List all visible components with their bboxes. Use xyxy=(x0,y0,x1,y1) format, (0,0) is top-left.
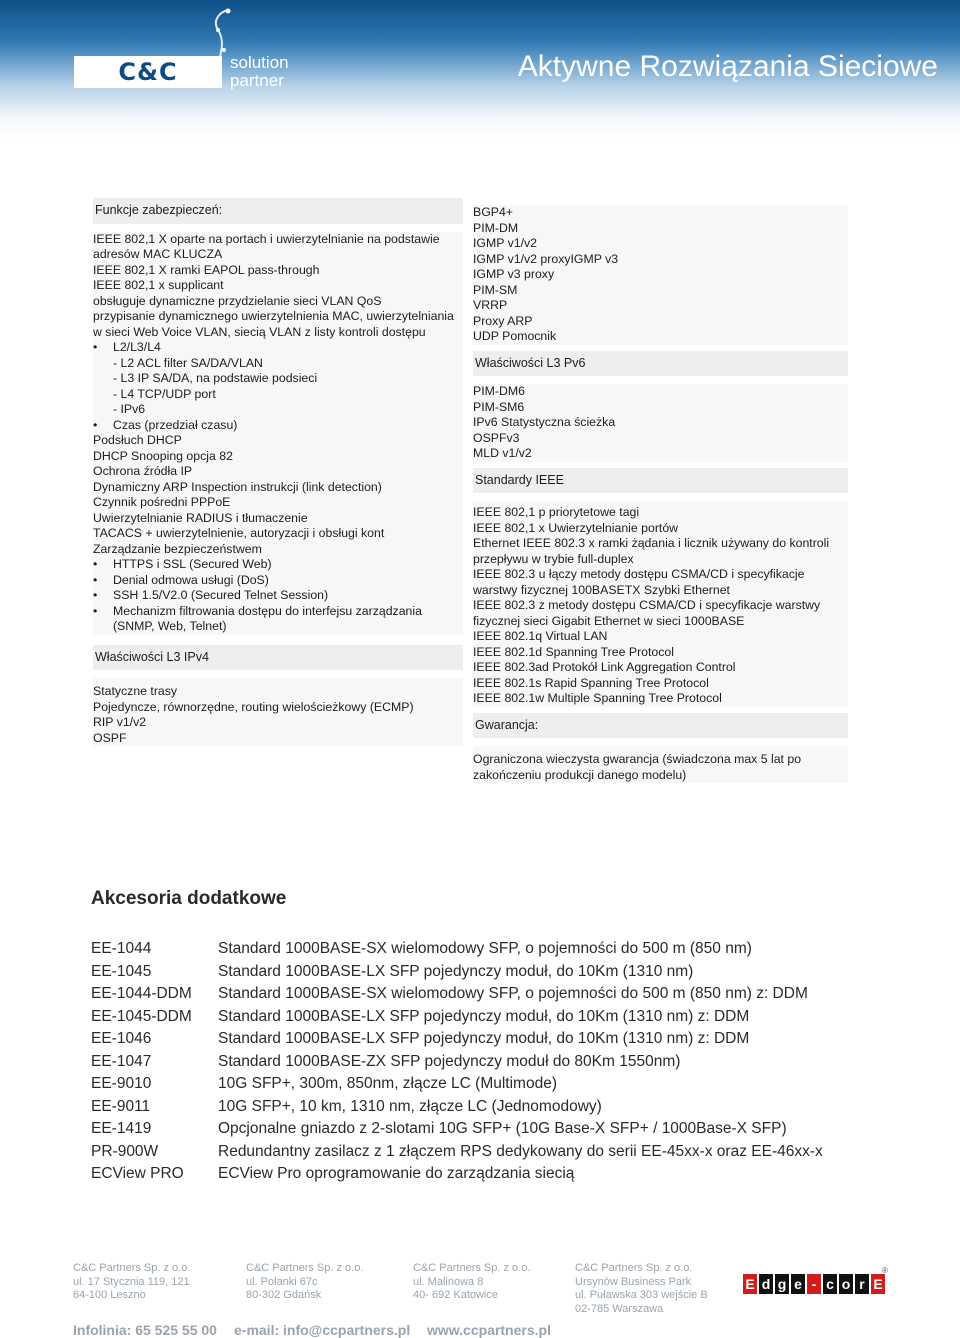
text-line: OSPF xyxy=(93,730,127,745)
logo-letter: E xyxy=(743,1274,757,1294)
office-street: ul. Polanki 67c xyxy=(246,1275,318,1288)
security-section xyxy=(93,232,463,635)
text-line: DHCP Snooping opcja 82 xyxy=(93,448,233,463)
list-item xyxy=(91,1163,891,1186)
office-name: C&C Partners Sp. z o.o. xyxy=(575,1262,693,1274)
logo-subtitle: solution partner xyxy=(230,53,289,90)
text-line: IGMP v1/v2 xyxy=(473,236,538,250)
office-street: Ursynów Business Park xyxy=(575,1275,692,1288)
office-name: C&C Partners Sp. z o.o. xyxy=(73,1262,191,1274)
l3-ipv6-section xyxy=(473,384,848,462)
list-item xyxy=(91,983,891,1006)
text-line: Statyczne trasy xyxy=(93,684,178,698)
accessory-description: 10G SFP+, 10 km, 1310 nm, złącze LC (Jednomodowy) xyxy=(218,1097,602,1115)
office-name: C&C Partners Sp. z o.o. xyxy=(413,1262,531,1274)
sub-item: - IPv6 xyxy=(113,402,146,416)
text-line: przypisanie dynamicznego uwierzytelnienia MAC, uwierzytelniania w sieci Web Voice VLAN, siecią VLAN z listy kontroli dostępu xyxy=(93,309,454,339)
logo-letter: o xyxy=(839,1274,853,1294)
text-line: IEEE 802.1w Multiple Spanning Tree Protocol xyxy=(473,691,722,705)
logo-letter: c xyxy=(823,1274,837,1294)
office-city: 40- 692 Katowice xyxy=(413,1289,498,1301)
text-line: IEEE 802.1d Spanning Tree Protocol xyxy=(473,644,674,659)
logo-letter: e xyxy=(791,1274,805,1294)
accessory-description: Standard 1000BASE-LX SFP pojedynczy moduł, do 10Km (1310 nm) z: DDM xyxy=(218,1007,750,1025)
l3-ipv4-section xyxy=(93,678,463,746)
routing-protocols-list xyxy=(473,205,848,345)
list-item xyxy=(91,961,891,984)
text-line: BGP4+ xyxy=(473,205,513,219)
bullet-item: • HTTPS i SSL (Secured Web) xyxy=(93,557,463,573)
accessory-code: EE-1047 xyxy=(91,1052,152,1070)
accessory-code: ECView PRO xyxy=(91,1165,184,1183)
text-line: IEEE 802.1s Rapid Spanning Tree Protocol xyxy=(473,675,709,690)
accessory-description: Standard 1000BASE-ZX SFP pojedynczy moduł do 80Km 1550nm) xyxy=(218,1052,681,1070)
accessory-code: EE-1419 xyxy=(91,1120,152,1138)
list-item xyxy=(91,1006,891,1029)
text-line: Zarządzanie bezpieczeństwem xyxy=(93,541,262,556)
logo-letter: d xyxy=(759,1274,773,1294)
list-item xyxy=(91,1141,891,1164)
text-line: IEEE 802,1 x supplicant xyxy=(93,278,224,292)
text-line: IPv6 Statystyczna ścieżka xyxy=(473,415,616,429)
text-line: IEEE 802.3 z metody dostępu CSMA/CD i specyfikacje warstwy fizycznej sieci Gigabit Ethernet w sieci 1000BASE xyxy=(473,598,821,628)
ieee-standards-section xyxy=(473,501,848,707)
text-line: Pojedyncze, równorzędne, routing wielościeżkowy (ECMP) xyxy=(93,699,414,714)
text-line: OSPFv3 xyxy=(473,430,520,445)
text-line: IEEE 802,1 x Uwierzytelnianie portów xyxy=(473,520,679,535)
text-line: IGMP v3 proxy xyxy=(473,267,555,281)
text-line: MLD v1/v2 xyxy=(473,446,532,460)
warranty-section-title: Gwarancja: xyxy=(473,713,848,739)
bullet-item: • Denial odmowa usługi (DoS) xyxy=(93,573,463,589)
text-line: Ethernet IEEE 802.3 x ramki żądania i licznik używany do kontroli przepływu w trybie full-duplex xyxy=(473,536,830,566)
text-line: PIM-SM xyxy=(473,282,518,297)
sub-item: - L3 IP SA/DA, na podstawie podsieci xyxy=(113,371,318,385)
text-line: IEEE 802,1 p priorytetowe tagi xyxy=(473,505,640,519)
office-city: 64-100 Leszno xyxy=(73,1289,146,1301)
text-line: Czynnik pośredni PPPoE xyxy=(93,495,231,509)
accessory-description: Redundantny zasilacz z 1 złączem RPS dedykowany do serii EE-45xx-x oraz EE-46xx-x xyxy=(218,1142,823,1160)
page-header xyxy=(0,0,960,140)
accessory-description: 10G SFP+, 300m, 850nm, złącze LC (Multimode) xyxy=(218,1075,557,1093)
office-address-warszawa xyxy=(575,1262,708,1316)
accessory-description: ECView Pro oprogramowanie do zarządzania siecią xyxy=(218,1165,575,1183)
office-street: ul. Malinowa 8 xyxy=(413,1275,484,1288)
ieee-standards-section-title: Standardy IEEE xyxy=(473,468,848,494)
accessory-code: PR-900W xyxy=(91,1142,159,1160)
list-item xyxy=(91,1096,891,1119)
text-line: Ochrona źródła IP xyxy=(93,464,193,478)
text-line: Proxy ARP xyxy=(473,313,533,328)
text-line: TACACS + uwierzytelnienie, autoryzacji i obsługi kont xyxy=(93,526,385,540)
text-line: PIM-SM6 xyxy=(473,399,525,414)
accessory-description: Standard 1000BASE-SX wielomodowy SFP, o pojemności do 500 m (850 nm) xyxy=(218,940,752,958)
bullet-item: • L2/L3/L4 xyxy=(93,340,463,356)
warranty-section xyxy=(473,746,848,783)
l3-ipv6-section-title: Właściwości L3 Pv6 xyxy=(473,351,848,377)
office-street: ul. 17 Stycznia 119, 121 xyxy=(73,1275,190,1288)
text-line: obsługuje dynamiczne przydzielanie sieci VLAN QoS xyxy=(93,293,382,308)
accessory-code: EE-1045 xyxy=(91,962,152,980)
text-line: PIM-DM xyxy=(473,220,519,235)
edgecore-logo xyxy=(743,1274,885,1294)
office-address-katowice xyxy=(413,1262,530,1303)
office-name: C&C Partners Sp. z o.o. xyxy=(246,1262,364,1274)
text-line: IEEE 802.3 u łączy metody dostępu CSMA/CD i specyfikacje warstwy fizycznej 100BASETX Szybki Ethernet xyxy=(473,567,805,597)
text-line: RIP v1/v2 xyxy=(93,715,147,729)
text-line: IEEE 802.1q Virtual LAN xyxy=(473,629,608,643)
logo-letter: E xyxy=(871,1274,885,1294)
accessory-code: EE-1046 xyxy=(91,1030,152,1048)
l3-ipv4-section-title: Właściwości L3 IPv4 xyxy=(93,645,463,671)
list-item xyxy=(91,938,891,961)
accessory-description: Opcjonalne gniazdo z 2-slotami 10G SFP+ (10G Base-X SFP+ / 1000Base-X SFP) xyxy=(218,1120,787,1138)
text-line: IEEE 802,1 X oparte na portach i uwierzytelnianie na podstawie adresów MAC KLUCZA xyxy=(93,231,440,261)
list-item xyxy=(91,1118,891,1141)
accessories-title: Akcesoria dodatkowe xyxy=(91,888,287,909)
office-address-gdansk xyxy=(246,1262,363,1303)
text-line: Uwierzytelnianie RADIUS i tłumaczenie xyxy=(93,510,308,525)
header-title: Aktywne Rozwiązania Sieciowe xyxy=(517,50,938,83)
hotline: Infolinia: 65 525 55 00 xyxy=(73,1322,217,1338)
right-column xyxy=(473,205,848,783)
office-city: ul. Puławska 303 wejście B xyxy=(575,1289,708,1301)
bullet-item: • Czas (przedział czasu) xyxy=(93,418,463,434)
accessory-code: EE-9011 xyxy=(91,1097,151,1115)
text-line: UDP Pomocnik xyxy=(473,329,557,343)
text-line: IGMP v1/v2 proxyIGMP v3 xyxy=(473,251,619,266)
sub-item: - L2 ACL filter SA/DA/VLAN xyxy=(113,355,263,370)
office-postcode: 02-785 Warszawa xyxy=(575,1302,664,1315)
text-line: PIM-DM6 xyxy=(473,384,525,398)
bullet-item: • Mechanizm filtrowania dostępu do interfejsu zarządzania (SNMP, Web, Telnet) xyxy=(93,604,463,635)
text-line: IEEE 802.3ad Protokół Link Aggregation Control xyxy=(473,660,736,674)
logo-letter: - xyxy=(807,1274,821,1294)
list-item xyxy=(91,1028,891,1051)
left-column xyxy=(93,198,463,746)
logo-letter: r xyxy=(855,1274,869,1294)
accessory-code: EE-1044-DDM xyxy=(91,985,192,1003)
company-logo xyxy=(74,56,222,88)
text-line: Dynamiczny ARP Inspection instrukcji (link detection) xyxy=(93,479,382,494)
accessory-code: EE-1045-DDM xyxy=(91,1007,192,1025)
accessory-code: EE-9010 xyxy=(91,1075,152,1093)
office-city: 80-302 Gdańsk xyxy=(246,1289,322,1301)
website-link[interactable]: www.ccpartners.pl xyxy=(427,1322,551,1338)
warranty-text: Ograniczona wieczysta gwarancja (świadczona max 5 lat po zakończeniu produkcji danego modelu) xyxy=(473,752,802,782)
accessory-code: EE-1044 xyxy=(91,940,152,958)
list-item xyxy=(91,1073,891,1096)
email-link[interactable]: e-mail: info@ccpartners.pl xyxy=(234,1322,411,1338)
logo-letter: g xyxy=(775,1274,789,1294)
accessory-description: Standard 1000BASE-SX wielomodowy SFP, o pojemności do 500 m (850 nm) z: DDM xyxy=(218,985,808,1003)
accessories-list xyxy=(91,938,891,1186)
office-address-leszno xyxy=(73,1262,190,1303)
sub-item: - L4 TCP/UDP port xyxy=(113,386,216,401)
text-line: VRRP xyxy=(473,298,508,312)
text-line: IEEE 802,1 X ramki EAPOL pass-through xyxy=(93,262,320,277)
registered-mark: ® xyxy=(882,1266,888,1275)
text-line: Podsłuch DHCP xyxy=(93,433,182,447)
bullet-item: • SSH 1.5/V2.0 (Secured Telnet Session) xyxy=(93,588,463,604)
list-item xyxy=(91,1051,891,1074)
logo-text: C&C xyxy=(118,58,178,86)
accessory-description: Standard 1000BASE-LX SFP pojedynczy moduł, do 10Km (1310 nm) xyxy=(218,962,694,980)
security-section-title: Funkcje zabezpieczeń: xyxy=(93,198,463,224)
accessory-description: Standard 1000BASE-LX SFP pojedynczy moduł, do 10Km (1310 nm) z: DDM xyxy=(218,1030,750,1048)
